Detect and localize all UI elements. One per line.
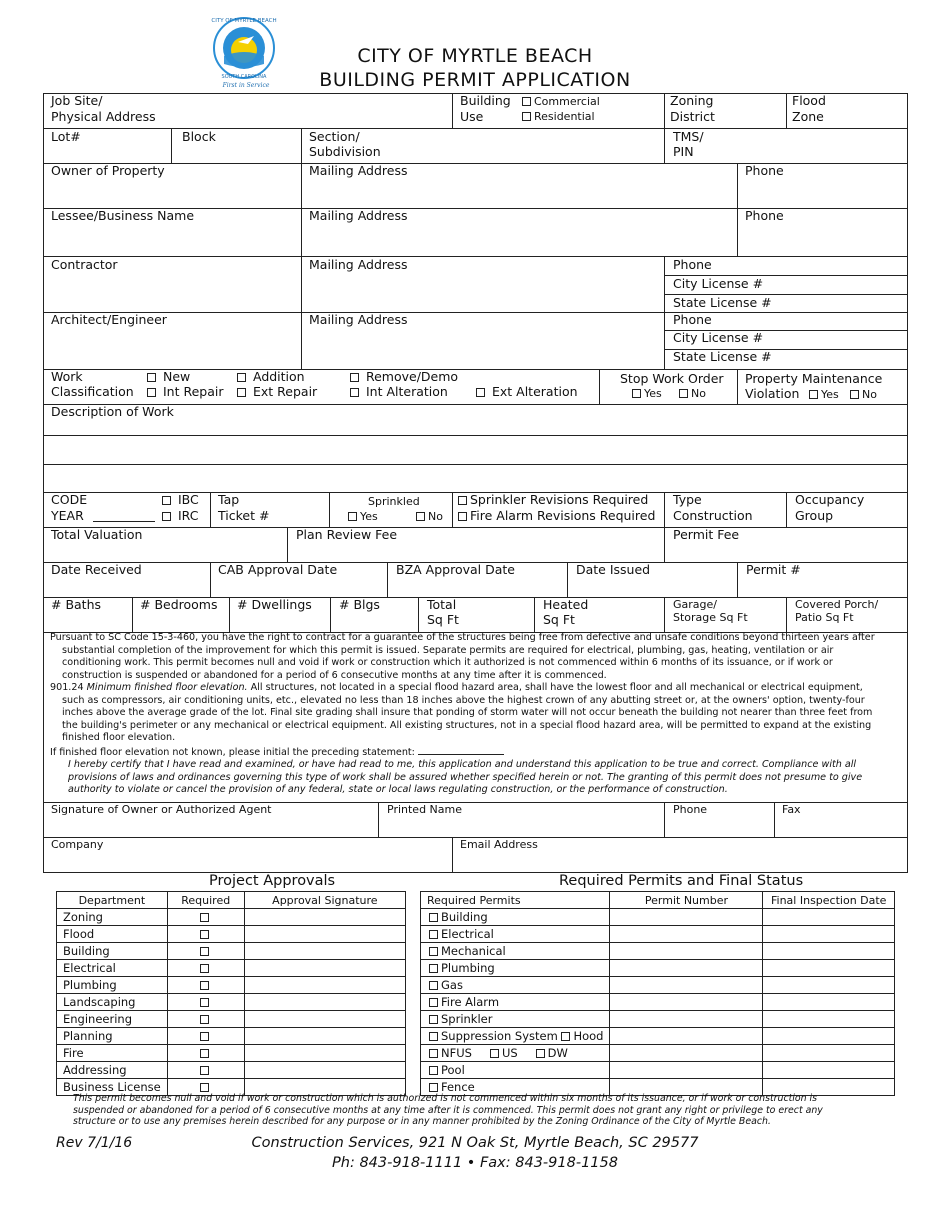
permit-sprinkler-checkbox[interactable]	[429, 1012, 492, 1026]
classification-label: Classification	[51, 384, 134, 399]
final-inspection-date-cell[interactable]	[763, 1062, 895, 1079]
final-inspection-date-cell[interactable]	[763, 994, 895, 1011]
bza-approval-label: BZA Approval Date	[396, 562, 515, 577]
approval-row	[57, 960, 406, 977]
total-sqft-label: Sq Ft	[427, 612, 459, 627]
physical-address-label: Physical Address	[51, 109, 156, 124]
initial-statement-label: If finished floor elevation not known, please initial the preceding statement:	[50, 746, 415, 758]
approval-row	[57, 1011, 406, 1028]
permit-row	[421, 1011, 895, 1028]
new-checkbox[interactable]	[147, 369, 190, 384]
bedrooms-label: # Bedrooms	[140, 597, 218, 612]
checkbox-icon	[809, 390, 818, 399]
approval-signature-cell[interactable]	[244, 977, 405, 994]
permit-row	[421, 977, 895, 994]
signature-label: Signature of Owner or Authorized Agent	[51, 803, 272, 816]
signer-phone-label: Phone	[673, 803, 708, 816]
required-checkbox-cell[interactable]	[167, 977, 244, 994]
final-inspection-date-cell[interactable]	[763, 1028, 895, 1045]
description-input[interactable]	[44, 420, 907, 492]
checkbox-icon	[850, 390, 859, 399]
permit-fire-alarm-label: Fire Alarm	[441, 995, 500, 1009]
permit-mechanical-label: Mechanical	[441, 944, 506, 958]
contractor-label: Contractor	[51, 257, 118, 272]
yes-label: Yes	[360, 510, 378, 523]
building-use-label-2: Use	[460, 109, 484, 124]
required-checkbox-cell[interactable]	[167, 960, 244, 977]
no-label: No	[428, 510, 443, 523]
lessee-mailing-label: Mailing Address	[309, 208, 408, 223]
permit-type-cell[interactable]	[421, 1045, 610, 1062]
department-cell: Electrical	[57, 960, 168, 977]
checkbox-icon	[162, 496, 171, 505]
lessee-phone-label: Phone	[745, 208, 784, 223]
zoning-district-label: District	[670, 109, 715, 124]
contractor-city-license-label: City License #	[673, 276, 764, 291]
lessee-label: Lessee/Business Name	[51, 208, 195, 223]
permit-number-header: Permit Number	[610, 892, 763, 909]
job-site-label: Job Site/	[51, 93, 103, 108]
yes-label: Yes	[821, 388, 839, 401]
checkbox-icon	[536, 1049, 545, 1058]
checkbox-icon	[237, 388, 246, 397]
addition-checkbox[interactable]	[237, 369, 305, 384]
permit-plumbing-label: Plumbing	[441, 961, 495, 975]
svg-text:First in Service: First in Service	[222, 82, 270, 88]
construction-label: Construction	[673, 508, 753, 523]
blgs-label: # Blgs	[339, 597, 380, 612]
checkbox-icon	[522, 97, 531, 106]
patio-sqft-label: Patio Sq Ft	[795, 611, 854, 624]
checkbox-icon[interactable]	[200, 981, 209, 990]
legal-paragraph-3	[50, 745, 885, 760]
year-label: YEAR	[51, 508, 84, 523]
ext-repair-checkbox[interactable]	[237, 384, 317, 399]
required-checkbox-cell[interactable]	[167, 994, 244, 1011]
fire-alarm-revisions-checkbox[interactable]	[458, 508, 655, 523]
checkbox-icon	[350, 373, 359, 382]
subdivision-label: Subdivision	[309, 144, 381, 159]
total-label: Total	[427, 597, 457, 612]
permit-number-cell[interactable]	[610, 994, 763, 1011]
checkbox-icon	[458, 496, 467, 505]
checkbox-icon[interactable]	[200, 998, 209, 1007]
permit-type-cell[interactable]	[421, 977, 610, 994]
checkbox-icon	[429, 1015, 438, 1024]
permit-row	[421, 926, 895, 943]
city-name: CITY OF MYRTLE BEACH	[357, 45, 593, 67]
department-cell: Fire	[57, 1045, 168, 1062]
required-checkbox-cell[interactable]	[167, 909, 244, 926]
stop-work-yes-checkbox[interactable]	[632, 387, 662, 400]
final-inspection-date-cell[interactable]	[763, 943, 895, 960]
architect-mailing-label: Mailing Address	[309, 312, 408, 327]
fire-alarm-revisions-label: Fire Alarm Revisions Required	[470, 508, 656, 523]
department-cell: Plumbing	[57, 977, 168, 994]
permit-us-label: US	[501, 1046, 518, 1060]
architect-label: Architect/Engineer	[51, 312, 167, 327]
svg-text:CITY OF MYRTLE BEACH: CITY OF MYRTLE BEACH	[211, 18, 277, 24]
checkbox-icon	[561, 1032, 570, 1041]
approval-row	[57, 977, 406, 994]
checkbox-icon[interactable]	[200, 947, 209, 956]
permit-plumbing-checkbox[interactable]	[429, 961, 495, 975]
checkbox-icon	[348, 512, 357, 521]
date-issued-label: Date Issued	[576, 562, 651, 577]
final-inspection-date-cell[interactable]	[763, 1045, 895, 1062]
department-header: Department	[57, 892, 168, 909]
checkbox-icon	[429, 930, 438, 939]
date-received-label: Date Received	[51, 562, 142, 577]
permit-hood-checkbox[interactable]	[561, 1029, 603, 1043]
final-inspection-date-cell[interactable]	[763, 960, 895, 977]
contractor-mailing-label: Mailing Address	[309, 257, 408, 272]
permit-type-cell[interactable]	[421, 994, 610, 1011]
checkbox-icon	[458, 512, 467, 521]
occupancy-label: Occupancy	[795, 492, 865, 507]
permit-fence-checkbox[interactable]	[429, 1080, 475, 1094]
permit-type-cell[interactable]	[421, 943, 610, 960]
final-inspection-header: Final Inspection Date	[763, 892, 895, 909]
sprinkler-revisions-label: Sprinkler Revisions Required	[470, 492, 649, 507]
approval-signature-cell[interactable]	[244, 943, 405, 960]
checkbox-icon	[429, 964, 438, 973]
new-label: New	[162, 369, 191, 384]
checkbox-icon	[147, 388, 156, 397]
checkbox-icon	[429, 981, 438, 990]
ext-repair-label: Ext Repair	[252, 384, 318, 399]
ibc-checkbox[interactable]	[162, 492, 199, 507]
project-approvals-title: Project Approvals	[209, 873, 336, 889]
flood-zone-label: Zone	[792, 109, 824, 124]
section-label: Section/	[309, 129, 360, 144]
permit-row	[421, 1028, 895, 1045]
checkbox-icon[interactable]	[200, 913, 209, 922]
fax-label: Fax	[782, 803, 801, 816]
approval-row	[57, 994, 406, 1011]
footer-notice: This permit becomes null and void if work or construction which is authorized is not commenced within six months of its issuance, or if work or construction is suspended or abandoned for a period of 6 consecutive months at any time after it is commenced. This permit does not grant any right or privilege to erect any structure or to use any premises herein described for any purpose or in any manner prohibited by the Zoning Ordinance of the City of Myrtle Beach.	[73, 1093, 823, 1127]
owner-label: Owner of Property	[51, 163, 165, 178]
checkbox-icon[interactable]	[200, 1083, 209, 1092]
permits-header-row	[421, 892, 895, 909]
heated-label: Heated	[543, 597, 589, 612]
type-label: Type	[673, 492, 702, 507]
checkbox-icon	[237, 373, 246, 382]
department-cell: Engineering	[57, 1011, 168, 1028]
footer-phone-fax: Ph: 843-918-1111 • Fax: 843-918-1158	[332, 1155, 618, 1171]
addition-label: Addition	[252, 369, 305, 384]
remove-demo-checkbox[interactable]	[350, 369, 458, 384]
initial-line[interactable]	[418, 745, 504, 755]
ibc-label: IBC	[177, 492, 199, 507]
department-cell: Landscaping	[57, 994, 168, 1011]
permit-building-label: Building	[441, 910, 488, 924]
approval-signature-header: Approval Signature	[244, 892, 405, 909]
permit-row	[421, 943, 895, 960]
checkbox-icon[interactable]	[200, 964, 209, 973]
approval-signature-cell[interactable]	[244, 926, 405, 943]
legal-section-title: Minimum finished floor elevation.	[86, 682, 248, 693]
checkbox-icon[interactable]	[200, 1049, 209, 1058]
heated-sqft-label: Sq Ft	[543, 612, 575, 627]
architect-city-license-label: City License #	[673, 330, 764, 345]
approval-signature-cell[interactable]	[244, 960, 405, 977]
permit-fire-alarm-checkbox[interactable]	[429, 995, 499, 1009]
checkbox-icon	[429, 998, 438, 1007]
approval-row	[57, 1062, 406, 1079]
commercial-label: Commercial	[534, 95, 600, 108]
approval-row	[57, 943, 406, 960]
no-label: No	[862, 388, 877, 401]
int-alteration-label: Int Alteration	[365, 384, 448, 399]
dwellings-label: # Dwellings	[237, 597, 312, 612]
covered-porch-label: Covered Porch/	[795, 598, 879, 611]
revision-date: Rev 7/1/16	[56, 1135, 133, 1151]
checkbox-icon	[522, 112, 531, 121]
required-checkbox-cell[interactable]	[167, 1028, 244, 1045]
garage-label: Garage/	[673, 598, 717, 611]
final-inspection-date-cell[interactable]	[763, 909, 895, 926]
permit-electrical-label: Electrical	[441, 927, 494, 941]
building-use-label: Building	[460, 93, 511, 108]
pin-label: PIN	[673, 144, 694, 159]
required-checkbox-cell[interactable]	[167, 926, 244, 943]
stop-work-order-label: Stop Work Order	[620, 371, 724, 386]
permit-dw-checkbox[interactable]	[536, 1046, 568, 1060]
ticket-label: Ticket #	[218, 508, 270, 523]
tap-label: Tap	[218, 492, 240, 507]
legal-text	[50, 632, 885, 797]
checkbox-icon	[416, 512, 425, 521]
code-label: CODE	[51, 492, 88, 507]
permit-row	[421, 1045, 895, 1062]
permit-hood-label: Hood	[573, 1029, 604, 1043]
permit-sprinkler-label: Sprinkler	[441, 1012, 493, 1026]
permit-number-label: Permit #	[746, 562, 801, 577]
checkbox-icon	[429, 1032, 438, 1041]
approval-signature-cell[interactable]	[244, 1062, 405, 1079]
permit-us-checkbox[interactable]	[490, 1046, 518, 1060]
permit-fee-label: Permit Fee	[673, 527, 740, 542]
ext-alteration-checkbox[interactable]	[476, 384, 578, 399]
company-label: Company	[51, 838, 104, 851]
legal-section-body: All structures, not located in a special flood hazard area, shall have the lowest floor and all mechanical or electrical equipment, such as compressors, air conditioning units, etc., elevated no less than 18 inches above the highest crown of any abutting street or, at the owners' option, twenty-four inches above the average grade of the lot. Final site grading shall insure that ponding of storm water will not occur beneath the building not nearer than three feet from the building's perimeter or any mechanical or electrical equipment. All existing structures, not in a special flood hazard area, will be permitted to expand at the existing finished floor elevation.	[62, 682, 873, 743]
violation-label: Violation	[745, 386, 800, 401]
checkbox-icon	[429, 913, 438, 922]
project-approvals-table	[56, 891, 406, 1096]
permit-type-cell[interactable]	[421, 960, 610, 977]
checkbox-icon	[147, 373, 156, 382]
remove-demo-label: Remove/Demo	[365, 369, 459, 384]
sprinkled-no-checkbox[interactable]	[416, 510, 443, 523]
checkbox-icon	[490, 1049, 499, 1058]
svg-text:SOUTH CAROLINA: SOUTH CAROLINA	[221, 74, 267, 80]
permit-number-cell[interactable]	[610, 1028, 763, 1045]
form-title: BUILDING PERMIT APPLICATION	[319, 69, 631, 91]
permit-fence-label: Fence	[441, 1080, 475, 1094]
permit-pool-checkbox[interactable]	[429, 1063, 465, 1077]
int-repair-label: Int Repair	[162, 384, 224, 399]
required-checkbox-cell[interactable]	[167, 1062, 244, 1079]
permit-nfus-checkbox[interactable]	[429, 1046, 472, 1060]
checkbox-icon[interactable]	[200, 1066, 209, 1075]
cab-approval-label: CAB Approval Date	[218, 562, 338, 577]
approval-signature-cell[interactable]	[244, 1011, 405, 1028]
irc-checkbox[interactable]	[162, 508, 198, 523]
checkbox-icon	[162, 512, 171, 521]
permit-row	[421, 960, 895, 977]
permit-number-cell[interactable]	[610, 909, 763, 926]
approval-signature-cell[interactable]	[244, 1028, 405, 1045]
department-cell: Building	[57, 943, 168, 960]
checkbox-icon	[476, 388, 485, 397]
permit-mechanical-checkbox[interactable]	[429, 944, 506, 958]
description-label: Description of Work	[51, 404, 174, 419]
yes-label: Yes	[644, 387, 662, 400]
department-cell: Flood	[57, 926, 168, 943]
permit-suppression-system-label: Suppression System	[441, 1029, 558, 1043]
permit-gas-checkbox[interactable]	[429, 978, 463, 992]
owner-mailing-label: Mailing Address	[309, 163, 408, 178]
checkbox-icon[interactable]	[200, 1032, 209, 1041]
block-label: Block	[182, 129, 216, 144]
required-checkbox-cell[interactable]	[167, 1045, 244, 1062]
residential-label: Residential	[534, 110, 595, 123]
final-inspection-date-cell[interactable]	[763, 926, 895, 943]
required-permits-title: Required Permits and Final Status	[559, 873, 804, 889]
approval-row	[57, 909, 406, 926]
certification-text: I hereby certify that I have read and examined, or have had read to me, this application and understand this application to be true and correct. Compliance with all provisions of laws and ordinances governing this type of work shall be assured whether specified herein or not. The granting of this permit does not presume to give authority to violate or cancel the provision of any federal, state or local laws regulating construction, or the performance of construction.	[68, 759, 863, 795]
department-cell: Planning	[57, 1028, 168, 1045]
lot-label: Lot#	[51, 129, 81, 144]
permit-type-cell[interactable]	[421, 1062, 610, 1079]
approval-signature-cell[interactable]	[244, 1045, 405, 1062]
final-inspection-date-cell[interactable]	[763, 1011, 895, 1028]
permit-number-cell[interactable]	[610, 926, 763, 943]
sprinkled-yes-checkbox[interactable]	[348, 510, 378, 523]
zoning-label: Zoning	[670, 93, 714, 108]
group-label: Group	[795, 508, 834, 523]
permit-nfus-label: NFUS	[441, 1046, 472, 1060]
permit-type-cell[interactable]	[421, 1028, 610, 1045]
final-inspection-date-cell[interactable]	[763, 977, 895, 994]
contractor-state-license-label: State License #	[673, 295, 772, 310]
permit-electrical-checkbox[interactable]	[429, 927, 494, 941]
owner-phone-label: Phone	[745, 163, 784, 178]
contractor-phone-label: Phone	[673, 257, 712, 272]
footer-address: Construction Services, 921 N Oak St, Myrtle Beach, SC 29577	[251, 1135, 699, 1151]
checkbox-icon[interactable]	[200, 1015, 209, 1024]
printed-name-label: Printed Name	[387, 803, 463, 816]
required-permits-table	[420, 891, 895, 1096]
required-permits-header: Required Permits	[421, 892, 610, 909]
property-maintenance-label: Property Maintenance	[745, 371, 883, 386]
int-alteration-checkbox[interactable]	[350, 384, 448, 399]
residential-checkbox[interactable]	[522, 110, 595, 123]
legal-paragraph-1: Pursuant to SC Code 15-3-460, you have the right to contract for a guarantee of the structures being free from defective and unsafe conditions beyond thirteen years after substantial completion of the improvement for which this permit is issued. Separate permits are required for electrical, plumbing, gas, heating, ventilation or air conditioning work. This permit becomes null and void if work or construction which it authorized is not commenced within 6 months of its issuance, or if work or construction is suspended or abandoned for a period of 6 consecutive months at any time after it is commenced.	[50, 632, 875, 681]
permit-row	[421, 994, 895, 1011]
permit-row	[421, 909, 895, 926]
ext-alteration-label: Ext Alteration	[491, 384, 578, 399]
approval-row	[57, 1028, 406, 1045]
permit-type-cell[interactable]	[421, 909, 610, 926]
checkbox-icon	[679, 389, 688, 398]
approval-row	[57, 926, 406, 943]
violation-no-checkbox[interactable]	[850, 388, 877, 401]
violation-yes-checkbox[interactable]	[809, 388, 839, 401]
permit-number-cell[interactable]	[610, 977, 763, 994]
permit-number-cell[interactable]	[610, 943, 763, 960]
legal-paragraph-2	[50, 682, 885, 745]
required-header: Required	[167, 892, 244, 909]
int-repair-checkbox[interactable]	[147, 384, 224, 399]
checkbox-icon[interactable]	[200, 930, 209, 939]
stop-work-no-checkbox[interactable]	[679, 387, 706, 400]
permit-number-cell[interactable]	[610, 1062, 763, 1079]
required-checkbox-cell[interactable]	[167, 943, 244, 960]
legal-section-number: 901.24	[50, 682, 84, 693]
email-label: Email Address	[460, 838, 538, 851]
storage-sqft-label: Storage Sq Ft	[673, 611, 748, 624]
permit-building-checkbox[interactable]	[429, 910, 488, 924]
tms-label: TMS/	[673, 129, 704, 144]
checkbox-icon	[429, 1066, 438, 1075]
flood-label: Flood	[792, 93, 826, 108]
sprinkled-label: Sprinkled	[368, 495, 420, 508]
permit-type-cell[interactable]	[421, 926, 610, 943]
architect-state-license-label: State License #	[673, 349, 772, 364]
approval-signature-cell[interactable]	[244, 994, 405, 1011]
commercial-checkbox[interactable]	[522, 95, 600, 108]
checkbox-icon	[429, 947, 438, 956]
work-label: Work	[51, 369, 83, 384]
no-label: No	[691, 387, 706, 400]
permit-gas-label: Gas	[441, 978, 463, 992]
permit-pool-label: Pool	[441, 1063, 465, 1077]
approvals-header-row	[57, 892, 406, 909]
permit-number-cell[interactable]	[610, 1045, 763, 1062]
checkbox-icon	[632, 389, 641, 398]
permit-type-cell[interactable]	[421, 1011, 610, 1028]
checkbox-icon	[350, 388, 359, 397]
approval-row	[57, 1045, 406, 1062]
permit-number-cell[interactable]	[610, 1011, 763, 1028]
plan-review-fee-label: Plan Review Fee	[296, 527, 398, 542]
checkbox-icon	[429, 1083, 438, 1092]
permit-number-cell[interactable]	[610, 960, 763, 977]
architect-phone-label: Phone	[673, 312, 712, 327]
checkbox-icon	[429, 1049, 438, 1058]
permit-dw-label: DW	[547, 1046, 568, 1060]
total-valuation-label: Total Valuation	[51, 527, 143, 542]
required-checkbox-cell[interactable]	[167, 1011, 244, 1028]
baths-label: # Baths	[51, 597, 102, 612]
department-cell: Business License	[57, 1079, 168, 1096]
permit-suppression-system-checkbox[interactable]	[429, 1029, 558, 1043]
department-cell: Zoning	[57, 909, 168, 926]
sprinkler-revisions-checkbox[interactable]	[458, 492, 648, 507]
permit-row	[421, 1062, 895, 1079]
department-cell: Addressing	[57, 1062, 168, 1079]
approval-signature-cell[interactable]	[244, 909, 405, 926]
irc-label: IRC	[177, 508, 199, 523]
